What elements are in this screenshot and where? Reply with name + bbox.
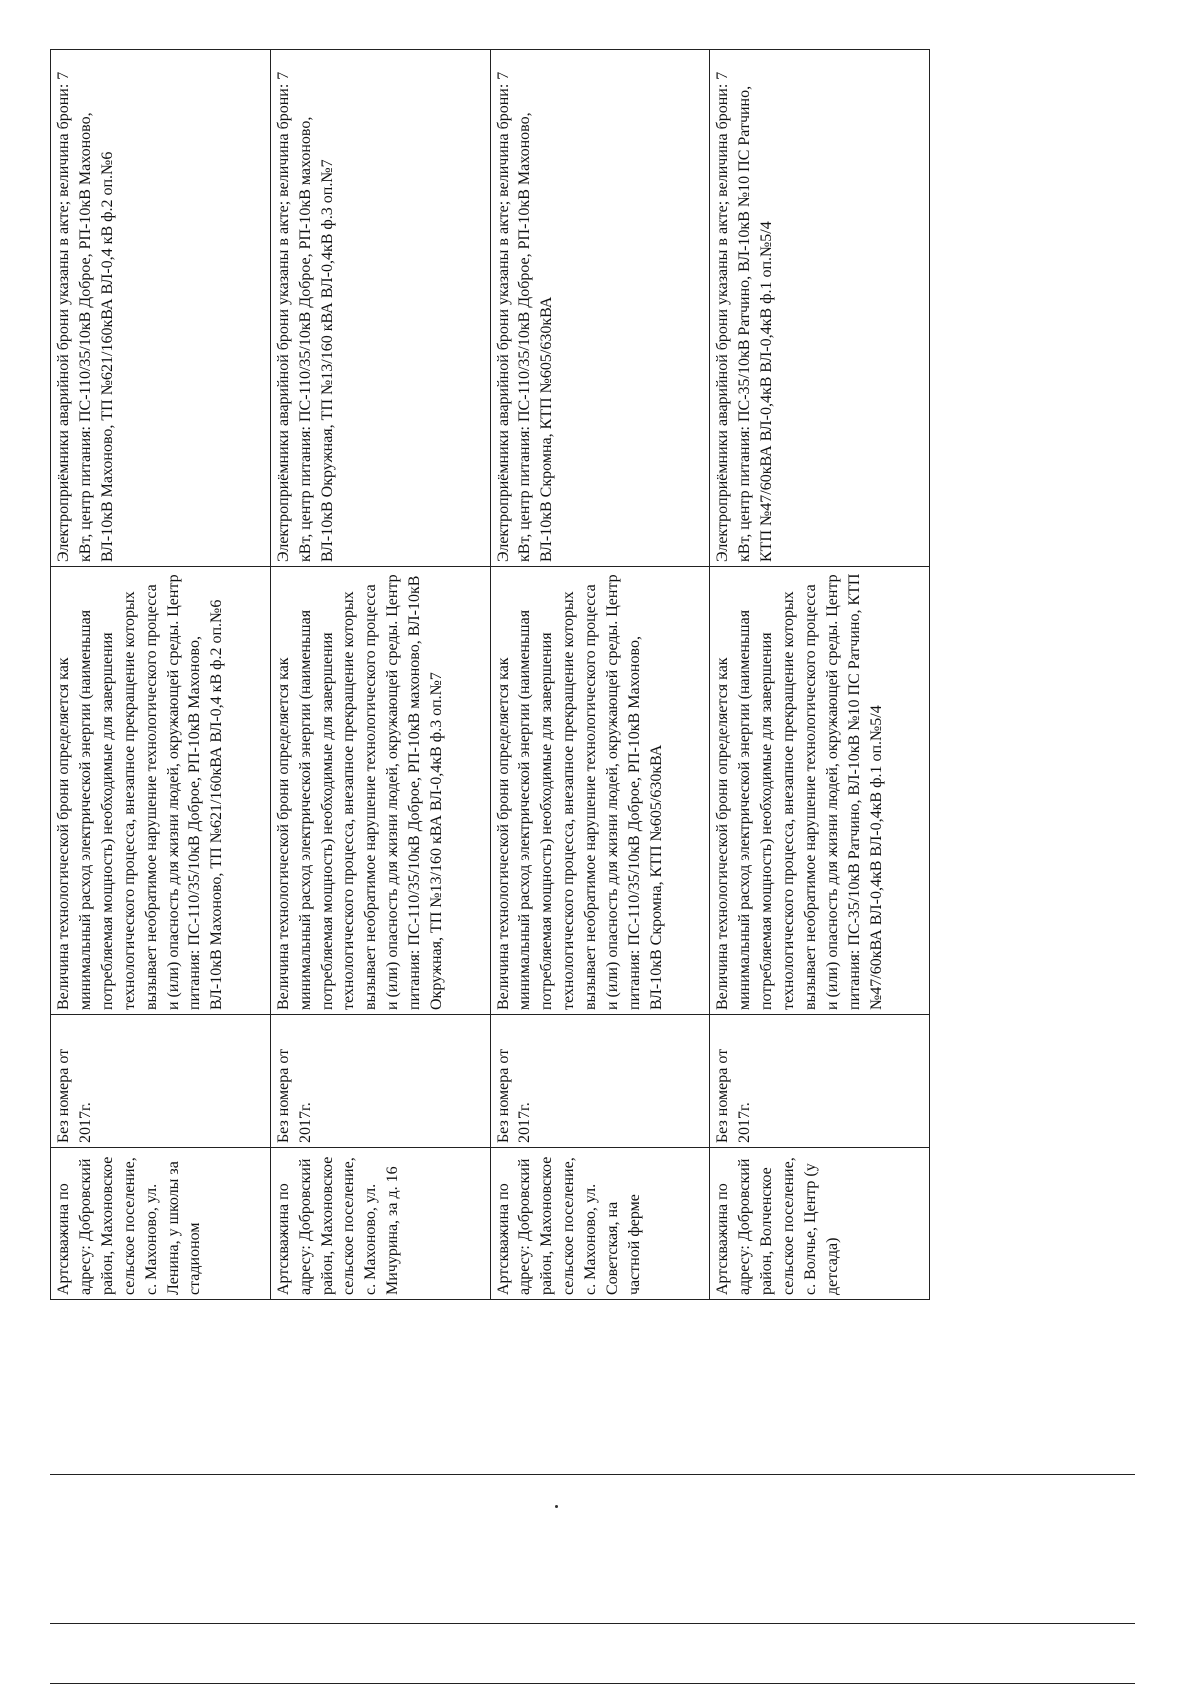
- emergency-reserve-table: [50, 49, 930, 1300]
- act-cell: Без номера от 2017г.: [490, 1015, 710, 1148]
- scan-dot: [555, 1505, 558, 1508]
- tech-reserve-cell: Величина технологической брони определяется как минимальный расход электрической энергии (наименьшая потребляемая мощность) необходимые для завершения технологического процесса, внезапное прекращение которых вызывает необратимое нарушение технологического процесса и (или) опасность для жизни людей, окружающей среды. Центр питания: ПС-110/35/10кВ Доброе, РП-10кВ Махоново, ВЛ-10кВ Махоново, ТП №621/160кВА ВЛ-0,4 кВ ф.2 оп.№6: [51, 567, 271, 1015]
- location-cell: Артскважина по адресу: Добровский район, Махоновское сельское поселение, с. Махоново, ул. Мичурина, за д. 16: [270, 1148, 490, 1300]
- table-row: [270, 50, 490, 1300]
- table-row: [490, 50, 710, 1300]
- emergency-reserve-cell: Электроприёмники аварийной брони указаны в акте; величина брони: 7 кВт, центр питания: ПС-110/35/10кВ Доброе, РП-10кВ Махоново, ВЛ-10кВ Скромна, КТП №605/630кВА: [490, 50, 710, 567]
- rotated-table-wrapper: [50, 50, 930, 1300]
- horizontal-rule: [50, 1683, 1135, 1684]
- tech-reserve-cell: Величина технологической брони определяется как минимальный расход электрической энергии (наименьшая потребляемая мощность) необходимые для завершения технологического процесса, внезапное прекращение которых вызывает необратимое нарушение технологического процесса и (или) опасность для жизни людей, окружающей среды. Центр питания: ПС-110/35/10кВ Доброе, РП-10кВ махоново, ВЛ-10кВ Окружная, ТП №13/160 кВА ВЛ-0,4кВ ф.3 оп.№7: [270, 567, 490, 1015]
- emergency-reserve-cell: Электроприёмники аварийной брони указаны в акте; величина брони: 7 кВт, центр питания: ПС-110/35/10кВ Доброе, РП-10кВ Махоново, ВЛ-10кВ Махоново, ТП №621/160кВА ВЛ-0,4 кВ ф.2 оп.№6: [51, 50, 271, 567]
- tech-reserve-cell: Величина технологической брони определяется как минимальный расход электрической энергии (наименьшая потребляемая мощность) необходимые для завершения технологического процесса, внезапное прекращение которых вызывает необратимое нарушение технологического процесса и (или) опасность для жизни людей, окружающей среды. Центр питания: ПС-110/35/10кВ Доброе, РП-10кВ Махоново, ВЛ-10кВ Скромна, КТП №605/630кВА: [490, 567, 710, 1015]
- table-row: [710, 50, 930, 1300]
- tech-reserve-cell: Величина технологической брони определяется как минимальный расход электрической энергии (наименьшая потребляемая мощность) необходимые для завершения технологического процесса, внезапное прекращение которых вызывает необратимое нарушение технологического процесса и (или) опасность для жизни людей, окружающей среды. Центр питания: ПС-35/10кВ Ратчино, ВЛ-10кВ №10 ПС Ратчино, КТП №47/60кВА ВЛ-0,4кВ ВЛ-0,4кВ ф.1 оп.№5/4: [710, 567, 930, 1015]
- act-cell: Без номера от 2017г.: [270, 1015, 490, 1148]
- emergency-reserve-cell: Электроприёмники аварийной брони указаны в акте; величина брони: 7 кВт, центр питания: ПС-35/10кВ Ратчино, ВЛ-10кВ №10 ПС Ратчино, КТП №47/60кВА ВЛ-0,4кВ ВЛ-0,4кВ ф.1 оп.№5/4: [710, 50, 930, 567]
- location-cell: Артскважина по адресу: Добровский район, Махоновское сельское поселение, с. Махоново, ул. Ленина, у школы за стадионом: [51, 1148, 271, 1300]
- act-cell: Без номера от 2017г.: [51, 1015, 271, 1148]
- location-cell: Артскважина по адресу: Добровский район, Махоновское сельское поселение, с. Махоново, ул. Советская, на частной ферме: [490, 1148, 710, 1300]
- horizontal-rule: [50, 1474, 1135, 1475]
- act-cell: Без номера от 2017г.: [710, 1015, 930, 1148]
- table-row: [51, 50, 271, 1300]
- horizontal-rule: [50, 1623, 1135, 1624]
- location-cell: Артскважина по адресу: Добровский район, Волченское сельское поселение, с. Волчье, Центр (у детсада): [710, 1148, 930, 1300]
- emergency-reserve-cell: Электроприёмники аварийной брони указаны в акте; величина брони: 7 кВт, центр питания: ПС-110/35/10кВ Доброе, РП-10кВ махоново, ВЛ-10кВ Окружная, ТП №13/160 кВА ВЛ-0,4кВ ф.3 оп.№7: [270, 50, 490, 567]
